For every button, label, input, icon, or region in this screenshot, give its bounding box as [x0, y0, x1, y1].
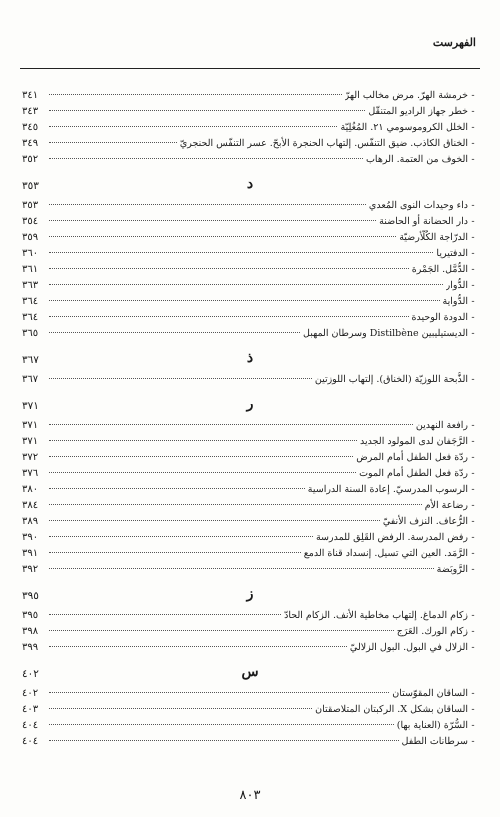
- entry-dash: -: [471, 420, 475, 431]
- dot-leader: [49, 520, 380, 521]
- entry-page-number: ٣٨٠: [22, 484, 39, 495]
- entry-page-number: ٣٩٩: [22, 642, 39, 653]
- toc-entry: [22, 88, 478, 104]
- section-start-page: ٣٩٥: [22, 590, 39, 602]
- dot-leader: [49, 158, 363, 159]
- dot-leader: [49, 488, 305, 489]
- entry-page-number: ٣٩٥: [22, 610, 39, 621]
- dot-leader: [49, 424, 413, 425]
- section-letter: س: [241, 664, 259, 680]
- entry-title: الساقان بشكل X. الركبتان المتلاصقتان: [315, 704, 468, 715]
- dot-leader: [49, 646, 347, 647]
- dot-leader: [49, 472, 356, 473]
- dot-leader: [49, 630, 394, 631]
- toc-entry: [22, 734, 478, 750]
- toc-entry: [22, 482, 478, 498]
- entry-title: الخلل الكروموسومي ٢١. المُغُلِيّة: [340, 122, 468, 133]
- toc-entry: [22, 608, 478, 624]
- toc-entry: [22, 624, 478, 640]
- entry-page-number: ٣٤٥: [22, 122, 39, 133]
- dot-leader: [49, 220, 376, 221]
- toc-section: [22, 664, 478, 750]
- dot-leader: [49, 740, 399, 741]
- dot-leader: [49, 284, 443, 285]
- entry-title: زكام الورك. العَرَج: [396, 626, 468, 637]
- toc-entry: [22, 450, 478, 466]
- dot-leader: [49, 568, 434, 569]
- dot-leader: [49, 316, 409, 317]
- toc-entry: [22, 278, 478, 294]
- section-start-page: ٣٧١: [22, 400, 39, 412]
- entry-dash: -: [471, 154, 475, 165]
- entry-dash: -: [471, 200, 475, 211]
- entry-dash: -: [471, 90, 475, 101]
- entry-dash: -: [471, 216, 475, 227]
- section-letter-row: [22, 664, 478, 686]
- entry-title: الديستيليبين Distilbène وسرطان المهبل: [303, 328, 468, 339]
- entry-dash: -: [471, 720, 475, 731]
- entry-title: ردّة فعل الطفل أمام المرض: [356, 452, 468, 463]
- entry-dash: -: [471, 264, 475, 275]
- entry-title: رفض المدرسة. الرفض القَلِق للمدرسة: [315, 532, 468, 543]
- entry-dash: -: [471, 138, 475, 149]
- entry-title: رافعة النهدين: [415, 420, 468, 431]
- entry-page-number: ٤٠٤: [22, 720, 39, 731]
- entry-dash: -: [471, 516, 475, 527]
- entry-title: زكام الدماغ. إلتهاب مخاطية الأنف. الزكام الحادّ: [284, 610, 468, 621]
- entry-dash: -: [471, 688, 475, 699]
- entry-title: الرسوب المدرسيّ. إعادة السنة الدراسية: [307, 484, 468, 495]
- entry-title: داء وحيدات النوى المُعدي: [368, 200, 468, 211]
- entry-title: ردّة فعل الطفل أمام الموت: [359, 468, 468, 479]
- dot-leader: [49, 614, 281, 615]
- entry-page-number: ٣٥٢: [22, 154, 39, 165]
- dot-leader: [49, 126, 337, 127]
- toc-entry: [22, 230, 478, 246]
- entry-page-number: ٣٧١: [22, 420, 39, 431]
- dot-leader: [49, 440, 357, 441]
- toc-entry: [22, 686, 478, 702]
- toc-entry: [22, 562, 478, 578]
- entry-dash: -: [471, 232, 475, 243]
- dot-leader: [49, 204, 366, 205]
- entry-dash: -: [471, 564, 475, 575]
- entry-page-number: ٣٤١: [22, 90, 39, 101]
- dot-leader: [49, 378, 312, 379]
- entry-page-number: ٣٤٩: [22, 138, 39, 149]
- dot-leader: [49, 94, 342, 95]
- entry-page-number: ٣٥٩: [22, 232, 39, 243]
- entry-title: الخناق الكاذب. ضيق التنفّس. إلتهاب الحنجرة الأبحّ. عسر التنفّس الحنجريّ: [179, 138, 468, 149]
- toc-entry: [22, 310, 478, 326]
- toc-section: [22, 586, 478, 656]
- toc-entry: [22, 372, 478, 388]
- entry-dash: -: [471, 312, 475, 323]
- entry-dash: -: [471, 106, 475, 117]
- dot-leader: [49, 332, 300, 333]
- entry-dash: -: [471, 122, 475, 133]
- table-of-contents: [22, 88, 478, 758]
- entry-page-number: ٣٦٠: [22, 248, 39, 259]
- dot-leader: [49, 268, 409, 269]
- section-letter: د: [246, 176, 254, 192]
- entry-dash: -: [471, 452, 475, 463]
- entry-title: الدودة الوحيدة: [411, 312, 468, 323]
- toc-entry: [22, 136, 478, 152]
- section-start-page: ٣٦٧: [22, 354, 39, 366]
- entry-page-number: ٣٩٨: [22, 626, 39, 637]
- toc-section: [22, 350, 478, 388]
- entry-title: الرُّعاف. النزف الأنفيّ: [382, 516, 468, 527]
- toc-entry: [22, 702, 478, 718]
- entry-page-number: ٣٦٤: [22, 312, 39, 323]
- toc-entry: [22, 546, 478, 562]
- section-start-page: ٤٠٢: [22, 668, 39, 680]
- entry-dash: -: [471, 532, 475, 543]
- entry-dash: -: [471, 642, 475, 653]
- section-letter-row: [22, 396, 478, 418]
- entry-title: الدُّمَّل. الجَمْرة: [411, 264, 468, 275]
- entry-dash: -: [471, 328, 475, 339]
- entry-page-number: ٣٩٠: [22, 532, 39, 543]
- entry-dash: -: [471, 436, 475, 447]
- entry-title: السُّرّة (العناية بها): [396, 720, 468, 731]
- entry-title: خرمشة الهرّ. مرض مخالب الهرّ: [344, 90, 468, 101]
- entry-page-number: ٣٦١: [22, 264, 39, 275]
- entry-page-number: ٣٦٤: [22, 296, 39, 307]
- toc-entry: [22, 530, 478, 546]
- entry-dash: -: [471, 610, 475, 621]
- toc-entry: [22, 466, 478, 482]
- entry-title: الدُّوار: [445, 280, 468, 291]
- entry-dash: -: [471, 626, 475, 637]
- dot-leader: [49, 536, 313, 537]
- entry-title: الدُّواية: [442, 296, 468, 307]
- entry-page-number: ٣٦٧: [22, 374, 39, 385]
- toc-section: [22, 176, 478, 342]
- entry-title: الدفتيريا: [436, 248, 468, 259]
- entry-page-number: ٣٧١: [22, 436, 39, 447]
- entry-page-number: ٣٧٢: [22, 452, 39, 463]
- entry-title: الذُّبحة اللوزيّة (الخناق). إلتهاب اللوزتين: [314, 374, 468, 385]
- entry-dash: -: [471, 500, 475, 511]
- entry-page-number: ٤٠٣: [22, 704, 39, 715]
- dot-leader: [49, 724, 394, 725]
- entry-title: دار الحضانة أو الحاضنة: [379, 216, 468, 227]
- entry-dash: -: [471, 548, 475, 559]
- toc-entry: [22, 120, 478, 136]
- header-rule: [20, 68, 480, 69]
- toc-entry: [22, 418, 478, 434]
- entry-title: خطر جهاز الراديو المتنقّل: [368, 106, 468, 117]
- dot-leader: [49, 300, 440, 301]
- entry-page-number: ٣٦٣: [22, 280, 39, 291]
- dot-leader: [49, 142, 177, 143]
- section-letter: ر: [246, 396, 254, 412]
- entry-title: الرَّمَد. العين التي تسيل. إنسداد قناة الدمع: [303, 548, 468, 559]
- entry-dash: -: [471, 736, 475, 747]
- entry-page-number: ٤٠٢: [22, 688, 39, 699]
- toc-entry: [22, 640, 478, 656]
- toc-section: [22, 88, 478, 168]
- entry-page-number: ٣٤٣: [22, 106, 39, 117]
- dot-leader: [49, 692, 389, 693]
- entry-dash: -: [471, 374, 475, 385]
- toc-entry: [22, 498, 478, 514]
- entry-dash: -: [471, 280, 475, 291]
- toc-entry: [22, 514, 478, 530]
- entry-title: الدرّاجة الكُلّأرضيّة: [399, 232, 468, 243]
- entry-page-number: ٤٠٤: [22, 736, 39, 747]
- dot-leader: [49, 236, 396, 237]
- entry-page-number: ٣٥٣: [22, 200, 39, 211]
- section-start-page: ٣٥٣: [22, 180, 39, 192]
- section-letter-row: [22, 586, 478, 608]
- dot-leader: [49, 456, 353, 457]
- running-header: الفهرست: [432, 36, 476, 49]
- entry-page-number: ٣٨٤: [22, 500, 39, 511]
- toc-section: [22, 396, 478, 578]
- section-letter: ز: [246, 586, 254, 602]
- entry-page-number: ٣٥٤: [22, 216, 39, 227]
- section-letter: ذ: [246, 350, 254, 366]
- dot-leader: [49, 552, 301, 553]
- dot-leader: [49, 708, 312, 709]
- entry-title: الرَّوبَضة: [436, 564, 468, 575]
- entry-page-number: ٣٦٥: [22, 328, 39, 339]
- toc-entry: [22, 214, 478, 230]
- toc-entry: [22, 152, 478, 168]
- entry-page-number: ٣٩١: [22, 548, 39, 559]
- toc-entry: [22, 434, 478, 450]
- entry-page-number: ٣٨٩: [22, 516, 39, 527]
- dot-leader: [49, 110, 365, 111]
- entry-title: الخوف من العتمة. الرهاب: [365, 154, 468, 165]
- toc-entry: [22, 326, 478, 342]
- entry-title: الرَّجَفان لدى المولود الجديد: [360, 436, 468, 447]
- dot-leader: [49, 504, 422, 505]
- entry-title: سرطانات الطفل: [401, 736, 468, 747]
- section-letter-row: [22, 176, 478, 198]
- toc-entry: [22, 246, 478, 262]
- toc-entry: [22, 294, 478, 310]
- toc-entry: [22, 198, 478, 214]
- page-number: ٨٠٣: [239, 788, 261, 803]
- entry-dash: -: [471, 248, 475, 259]
- entry-page-number: ٣٩٢: [22, 564, 39, 575]
- entry-title: الساقان المقوّستان: [392, 688, 468, 699]
- entry-dash: -: [471, 704, 475, 715]
- entry-dash: -: [471, 484, 475, 495]
- entry-title: الزلال في البول. البول الزلاليّ: [349, 642, 468, 653]
- toc-entry: [22, 104, 478, 120]
- toc-entry: [22, 262, 478, 278]
- dot-leader: [49, 252, 433, 253]
- entry-dash: -: [471, 296, 475, 307]
- entry-title: رضاعة الأم: [424, 500, 468, 511]
- entry-page-number: ٣٧٦: [22, 468, 39, 479]
- toc-entry: [22, 718, 478, 734]
- section-letter-row: [22, 350, 478, 372]
- entry-dash: -: [471, 468, 475, 479]
